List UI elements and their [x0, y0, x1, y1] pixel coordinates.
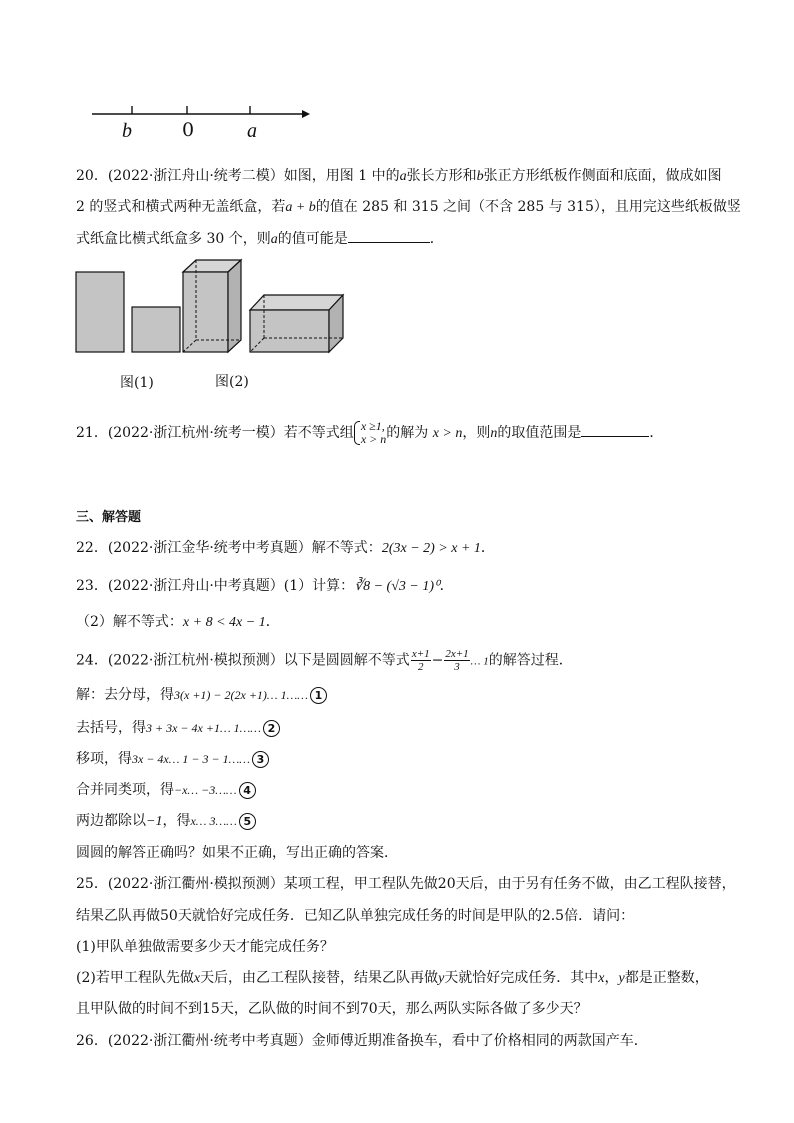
q24-step3: 移项，得3x − 4x… 1 − 3 − 1…… 3	[76, 749, 269, 769]
q25-line2: 结果乙队再做50天就恰好完成任务．已知乙队单独完成任务的时间是甲队的2.5倍．请问：	[76, 908, 635, 924]
q25-part2: (2)若甲工程队先做x天后，由乙工程队接替，结果乙队再做y天就恰好完成任务．其中x，y都是正整数，	[76, 970, 709, 986]
figure-2-caption: 图(2)	[215, 374, 249, 390]
numberline-label-a: a	[247, 120, 257, 142]
q21-line: 21．(2022·浙江杭州·统考一模）若不等式组 x ≥1, x > n 的解为 x > n，则n的取值范围是 ．	[76, 419, 664, 446]
q20-line1: 20．(2022·浙江舟山·统考二模）如图，用图 1 中的a张长方形和b张正方形纸板作侧面和底面，做成如图	[76, 168, 722, 184]
q24-line: 24．(2022·浙江杭州·模拟预测）以下是圆圆解不等式 $\frac{x+1}{2}$ − $\frac{2x+1}{3}$ … 1的解答过程．	[76, 648, 573, 673]
answer-blank	[348, 228, 430, 243]
q25-part1: (1)甲队单独做需要多少天才能完成任务？	[76, 939, 334, 955]
answer-blank	[581, 422, 649, 437]
q25-part2-cont: 且甲队做的时间不到15天，乙队做的时间不到70天，那么两队实际各做了多少天？	[76, 1001, 588, 1017]
q24-step1: 解：去分母，得3(x +1) − 2(2x +1)… 1…… 1	[76, 685, 327, 705]
q26-line: 26．(2022·浙江衢州·统考中考真题）金师傅近期准备换车，看中了价格相同的两款国产车．	[76, 1033, 648, 1049]
q25-line1: 25．(2022·浙江衢州·模拟预测）某项工程，甲工程队先做20天后，由于另有任务不做，由乙工程队接替，	[76, 876, 736, 892]
numberline-label-zero: 0	[182, 119, 195, 141]
figure-1-caption: 图(1)	[120, 375, 154, 391]
q23-line1: 23．(2022·浙江舟山·中考真题）(1）计算：∛8 − (√3 − 1)⁰．	[76, 578, 454, 594]
q20-line2: 2 的竖式和横式两种无盖纸盒，若a + b的值在 285 和 315 之间（不含 285 与 315），且用完这些纸板做竖	[76, 199, 741, 215]
section-heading: 三、解答题	[76, 510, 142, 525]
q23-line2: （2）解不等式：x + 8 < 4x − 1．	[76, 614, 280, 630]
q24-step4: 合并同类项，得−x… −3…… 4	[76, 780, 256, 800]
q24-step2: 去括号，得3 + 3x − 4x +1… 1…… 2	[76, 718, 280, 738]
q20-line3: 式纸盒比横式纸盒多 30 个，则a的值可能是 ．	[76, 228, 444, 250]
numberline-label-b: b	[122, 120, 132, 142]
q22-line: 22．(2022·浙江金华·统考中考真题）解不等式：2(3x − 2) > x + 1．	[76, 540, 495, 556]
inequality-system: x ≥1, x > n	[354, 420, 386, 446]
box-figure	[70, 255, 360, 360]
q24-step5: 两边都除以−1，得x… 3…… 5	[76, 811, 256, 832]
q24-question: 圆圆的解答正确吗？如果不正确，写出正确的答案．	[76, 845, 398, 861]
